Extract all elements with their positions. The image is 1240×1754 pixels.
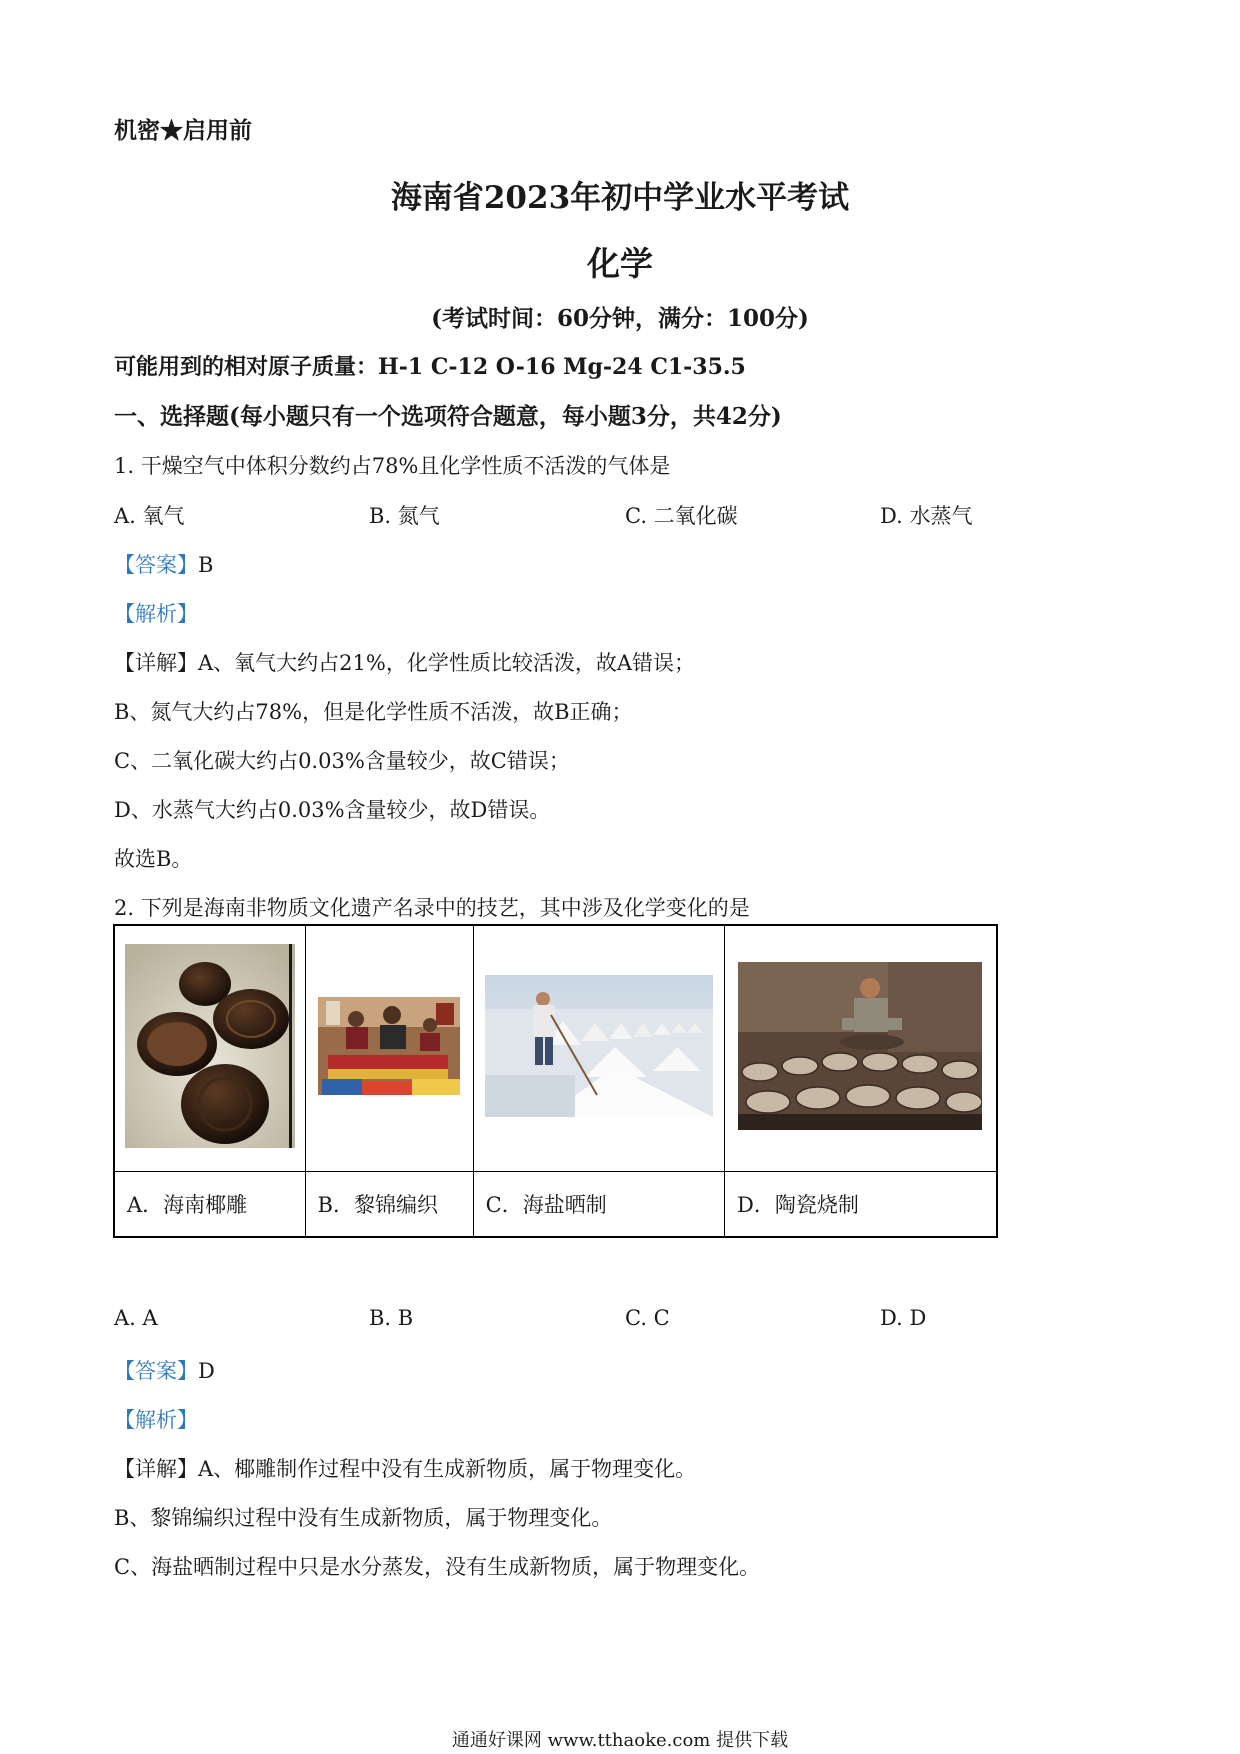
q1-option-c: C. 二氧化碳: [625, 504, 738, 528]
q1-answer: [114, 549, 213, 579]
q1-option-d: D. 水蒸气: [880, 504, 973, 528]
section-title: 一、选择题(每小题只有一个选项符合题意，每小题3分，共42分): [114, 403, 782, 430]
coconut-carving-photo-cell: [114, 925, 305, 1171]
detail-label: 【详解】: [114, 651, 198, 675]
answer-label: 【答案】: [114, 1359, 198, 1383]
q2-option-b: B. B: [369, 1306, 414, 1330]
answer-value: D: [198, 1359, 215, 1383]
q2-answer: [114, 1355, 215, 1385]
pottery-firing-photo: [738, 962, 982, 1130]
footer-download-note: 通通好课网 www.tthaoke.com 提供下载: [451, 1730, 789, 1751]
q1-detail-line: B、氮气大约占78%，但是化学性质不活泼，故B正确；: [114, 700, 633, 724]
detail-text: A、氧气大约占21%，化学性质比较活泼，故A错误；: [198, 651, 696, 675]
exam-info: (考试时间：60分钟，满分：100分): [431, 305, 809, 332]
q2-stem: 2. 下列是海南非物质文化遗产名录中的技艺，其中涉及化学变化的是: [114, 896, 750, 920]
q1-detail-line: C、二氧化碳大约占0.03%含量较少，故C错误；: [114, 749, 570, 773]
q1-detail-line: [114, 647, 695, 677]
detail-label: 【详解】: [114, 1457, 198, 1481]
answer-value: B: [198, 553, 214, 577]
confidential-mark: 机密★启用前: [114, 117, 252, 144]
q1-detail-line: D、水蒸气大约占0.03%含量较少，故D错误。: [114, 798, 551, 822]
q2-detail-line: [114, 1453, 696, 1483]
q2-option-a: A. A: [114, 1306, 158, 1330]
subject-title: 化学: [587, 244, 653, 283]
answer-label: 【答案】: [114, 553, 198, 577]
li-brocade-weaving-photo: [318, 997, 460, 1095]
detail-text: A、椰雕制作过程中没有生成新物质，属于物理变化。: [198, 1457, 697, 1481]
sea-salt-photo-cell: [473, 925, 724, 1171]
table-label-b: B．黎锦编织: [305, 1171, 473, 1237]
q2-image-table: [113, 924, 998, 1238]
li-brocade-photo-cell: [305, 925, 473, 1171]
q1-option-a: A. 氧气: [114, 504, 185, 528]
pottery-photo-cell: [724, 925, 997, 1171]
coconut-carving-photo: [125, 944, 295, 1148]
q1-analysis-label: 【解析】: [114, 602, 198, 626]
q2-option-c: C. C: [625, 1306, 670, 1330]
exam-title: 海南省2023年初中学业水平考试: [390, 180, 850, 216]
sea-salt-drying-photo: [485, 975, 713, 1117]
q2-option-d: D. D: [880, 1306, 927, 1330]
q2-analysis-label: 【解析】: [114, 1408, 198, 1432]
q2-detail-line: C、海盐晒制过程中只是水分蒸发，没有生成新物质，属于物理变化。: [114, 1555, 761, 1579]
table-label-a: A．海南椰雕: [114, 1171, 305, 1237]
atomic-masses: 可能用到的相对原子质量：H-1 C-12 O-16 Mg-24 C1-35.5: [114, 354, 746, 380]
table-label-c: C．海盐晒制: [473, 1171, 724, 1237]
q1-stem: 1. 干燥空气中体积分数约占78%且化学性质不活泼的气体是: [114, 454, 671, 478]
q1-conclusion: 故选B。: [114, 847, 193, 871]
q2-detail-line: B、黎锦编织过程中没有生成新物质，属于物理变化。: [114, 1506, 613, 1530]
table-label-d: D．陶瓷烧制: [724, 1171, 997, 1237]
q1-option-b: B. 氮气: [369, 504, 440, 528]
